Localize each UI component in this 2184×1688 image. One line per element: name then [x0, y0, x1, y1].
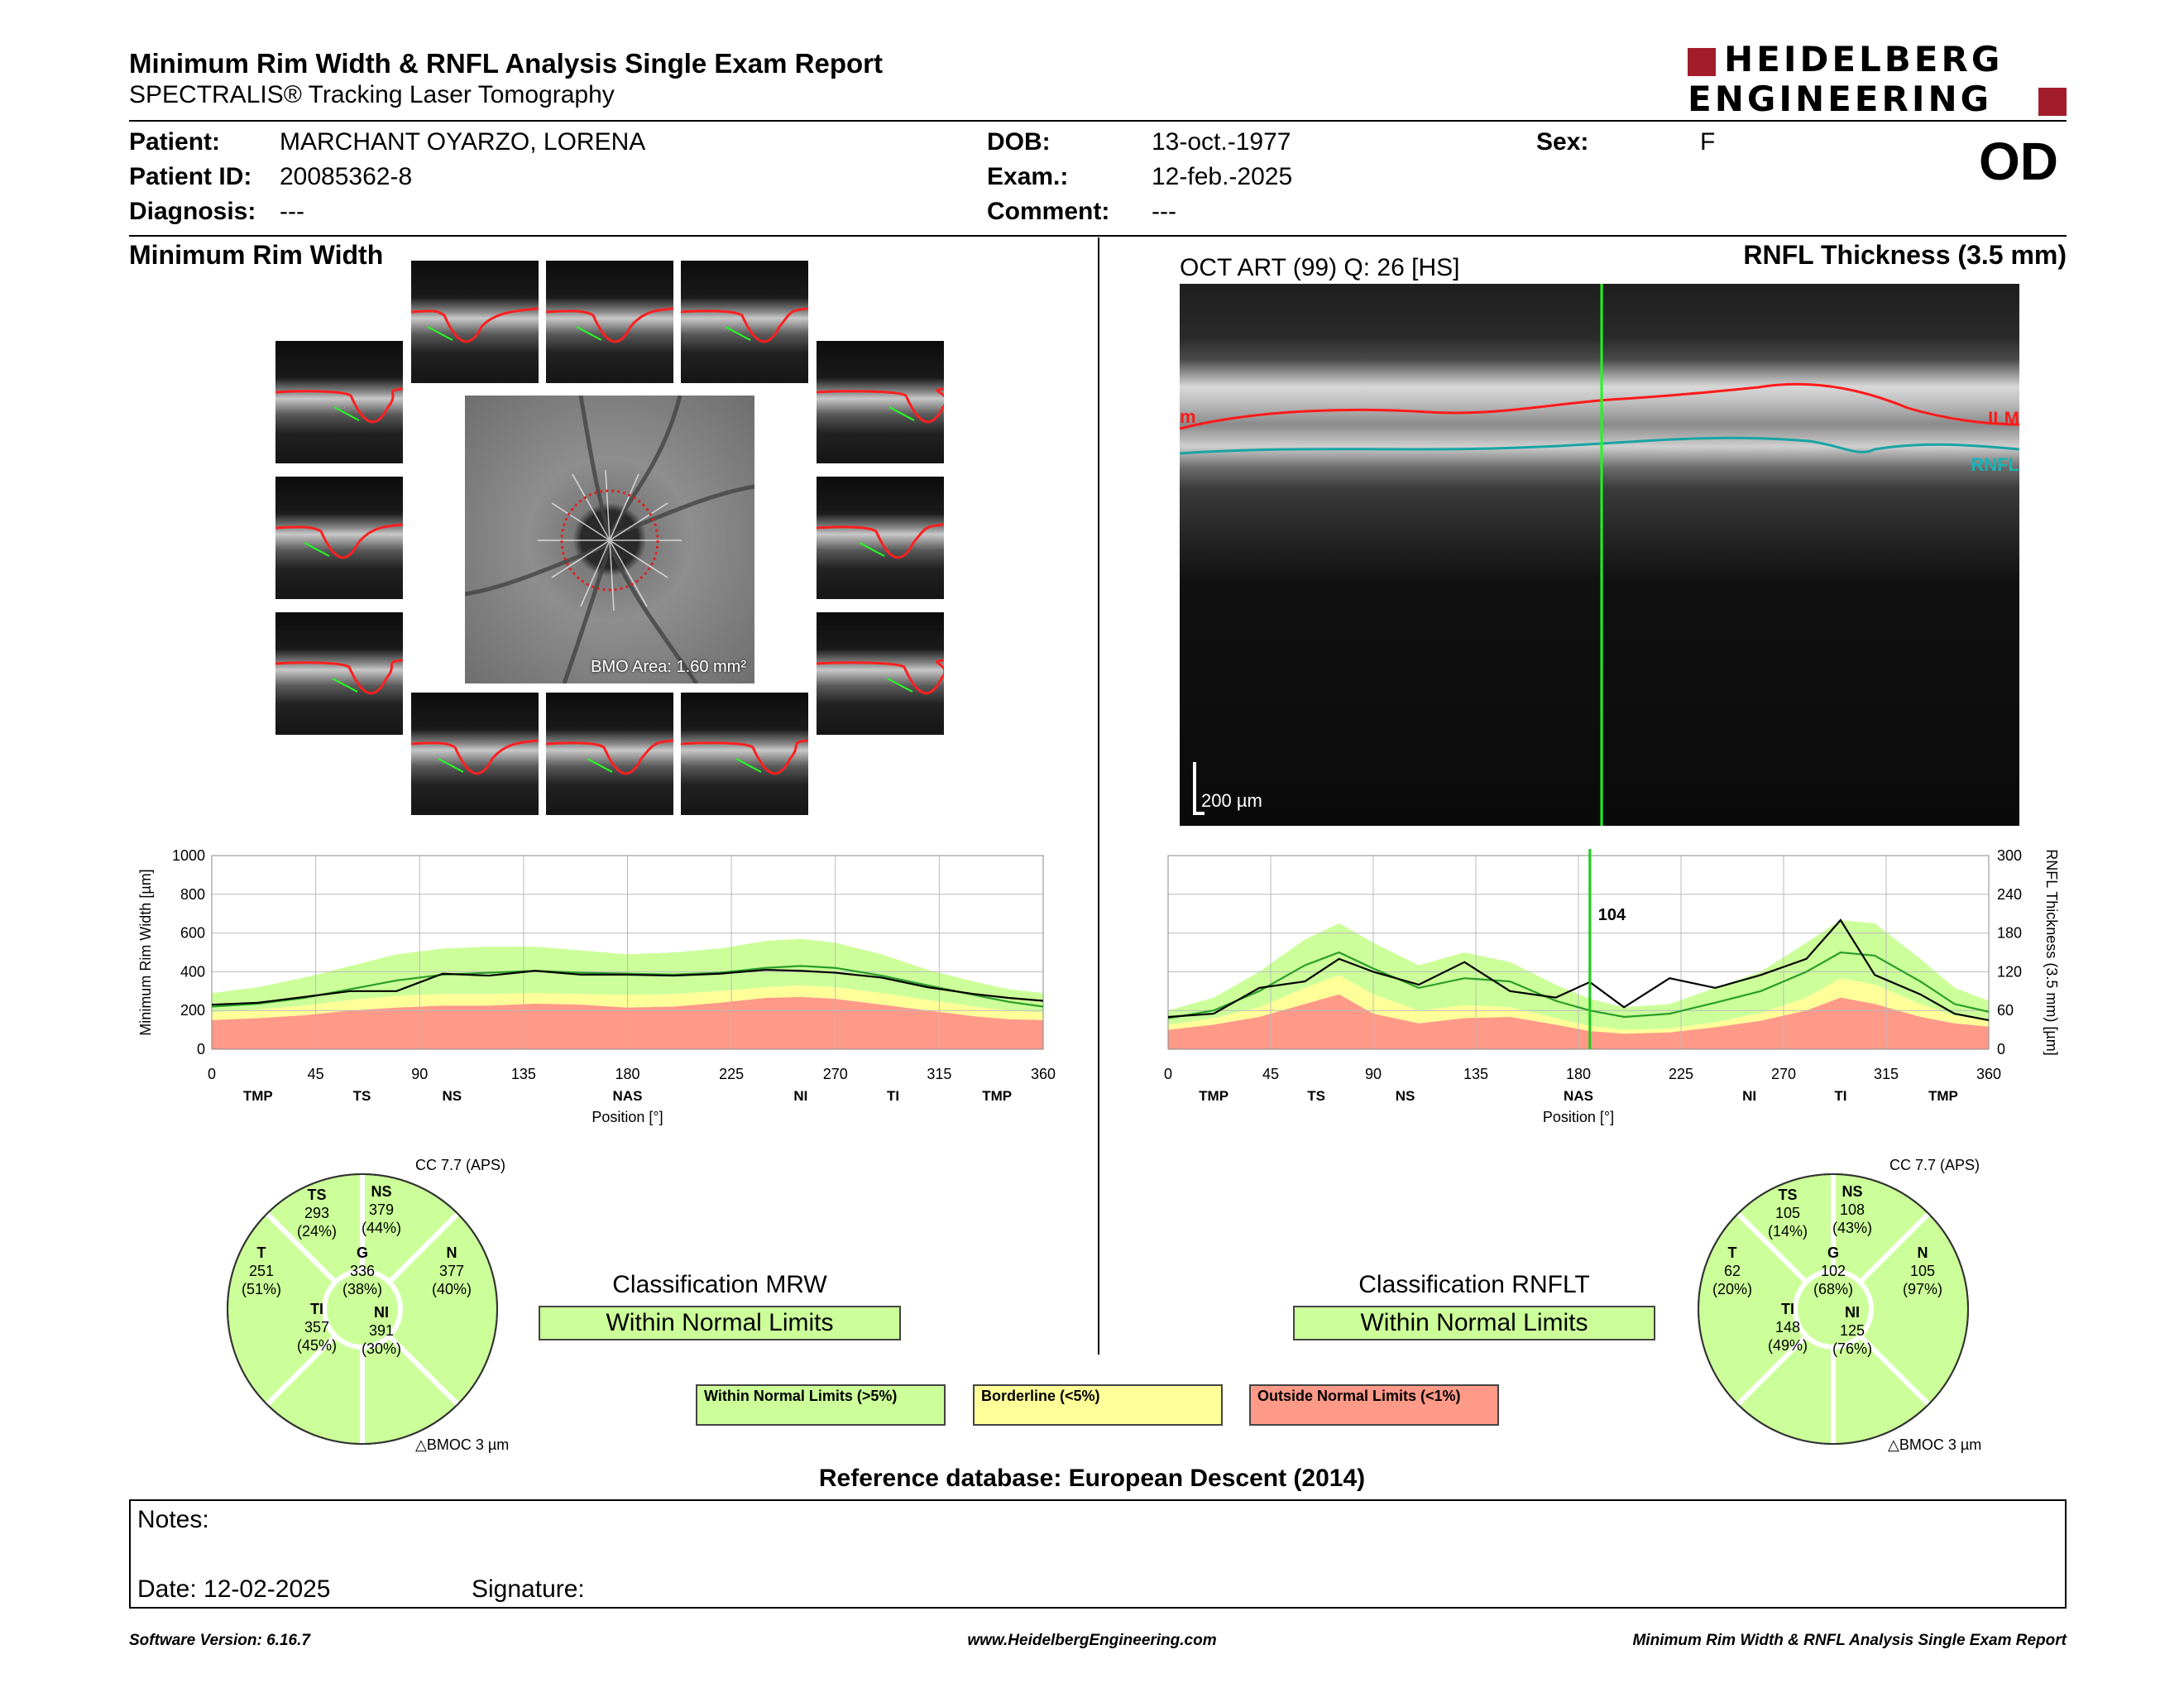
sector-value: 148: [1774, 1319, 1801, 1336]
sector-value: 377: [438, 1263, 465, 1279]
x-tick-label: 135: [1463, 1066, 1489, 1082]
sector-value: 62: [1723, 1263, 1741, 1279]
exam-label: Exam.:: [987, 163, 1069, 190]
sector-percentile: (38%): [342, 1281, 383, 1297]
sector-axis-label: NS: [442, 1088, 462, 1104]
y-tick-label: 1000: [171, 847, 205, 864]
sector-label: TI: [1781, 1301, 1794, 1317]
x-tick-label: 180: [1565, 1066, 1592, 1082]
y-tick-label: 60: [1997, 1002, 2014, 1019]
report-subtitle: SPECTRALIS® Tracking Laser Tomography: [129, 81, 615, 108]
x-tick-label: 90: [411, 1066, 429, 1082]
header-divider: [129, 120, 2067, 122]
sector-label: N: [446, 1244, 457, 1261]
sector-value: 251: [248, 1263, 275, 1279]
sector-axis-label: TMP: [1199, 1088, 1229, 1104]
oct-title: OCT ART (99) Q: 26 [HS]: [1180, 254, 1460, 281]
rnfl-chart: [1150, 844, 2093, 1142]
sector-value: 336: [349, 1263, 376, 1279]
sector-value: 105: [1774, 1205, 1801, 1221]
y-tick-label: 300: [1997, 847, 2023, 864]
sector-axis-label: TMP: [982, 1088, 1013, 1104]
y-tick-label: 800: [180, 885, 205, 903]
rnfl-sector-chart: [1693, 1168, 1974, 1450]
x-tick-label: 135: [510, 1066, 536, 1082]
x-tick-label: 315: [1873, 1066, 1899, 1082]
sector-label: TI: [310, 1301, 323, 1317]
sector-value: 102: [1820, 1263, 1846, 1279]
sex-label: Sex:: [1536, 128, 1589, 156]
sector-percentile: (68%): [1813, 1281, 1854, 1297]
ilm-label: ILM: [1988, 408, 2019, 429]
footer-website[interactable]: www.HeidelbergEngineering.com: [967, 1632, 1217, 1649]
sector-axis-label: TS: [1307, 1088, 1325, 1104]
y-tick-label: 400: [180, 963, 205, 981]
x-tick-label: 270: [1770, 1066, 1797, 1082]
sector-label: G: [1827, 1244, 1840, 1261]
sector-value: 391: [368, 1322, 395, 1339]
sector-label: NI: [1845, 1304, 1860, 1321]
rnfl-cc-label: CC 7.7 (APS): [1889, 1157, 1980, 1173]
x-tick-label: 270: [822, 1066, 848, 1082]
legend-outside: Outside Normal Limits (<1%): [1249, 1384, 1499, 1426]
x-tick-label: 225: [719, 1066, 745, 1082]
rnfl-classification-result: Within Normal Limits: [1293, 1306, 1655, 1340]
logo-line-2: ENGINEERING: [1688, 79, 1993, 119]
company-logo: [1688, 39, 2068, 119]
sector-percentile: (97%): [1902, 1281, 1943, 1297]
sector-axis-label: TI: [886, 1088, 900, 1104]
sector-value: 293: [304, 1205, 330, 1221]
mrw-bscan-thumbnail: [681, 693, 808, 815]
center-divider: [1098, 237, 1099, 1355]
dob-label: DOB:: [987, 128, 1051, 156]
sector-value: 105: [1909, 1263, 1936, 1279]
mrw-bscan-thumbnail: [546, 261, 673, 383]
diagnosis-label: Diagnosis:: [129, 198, 256, 225]
fundus-image: [465, 396, 754, 683]
notes-box[interactable]: [129, 1499, 2067, 1609]
fundus-overlay: [465, 396, 754, 683]
sector-value: 357: [304, 1319, 330, 1336]
delta-icon: △: [1888, 1436, 1899, 1453]
sector-percentile: (20%): [1712, 1281, 1753, 1297]
sector-percentile: (24%): [296, 1223, 338, 1240]
oct-overlay: [1180, 284, 2019, 826]
rnfl-classification-title: Classification RNFLT: [1358, 1271, 1590, 1298]
x-tick-label: 0: [207, 1066, 217, 1082]
sex: F: [1700, 128, 1716, 156]
sector-axis-label: NI: [793, 1088, 808, 1104]
bmo-area-label: BMO Area: 1.60 mm²: [591, 658, 746, 676]
notes-date: Date: 12-02-2025: [137, 1575, 331, 1603]
x-axis-title: Position [°]: [592, 1109, 663, 1125]
mrw-bmoc-label: BMOC 3 µm: [426, 1436, 510, 1453]
sector-axis-label: TMP: [242, 1088, 273, 1104]
patient-id-label: Patient ID:: [129, 163, 252, 190]
sector-label: NS: [371, 1183, 392, 1200]
sector-axis-label: NAS: [612, 1088, 643, 1104]
comment: ---: [1152, 198, 1176, 225]
patient-id: 20085362-8: [280, 163, 413, 190]
sector-label: TS: [1778, 1187, 1798, 1203]
x-tick-label: 90: [1364, 1066, 1382, 1082]
sector-label: T: [256, 1244, 266, 1261]
reference-database: Reference database: European Descent (2014): [818, 1465, 1366, 1492]
sector-axis-label: TS: [352, 1088, 371, 1104]
x-tick-label: 45: [1262, 1066, 1280, 1082]
oct-scan-image: [1180, 284, 2019, 826]
marker-value-label: 104: [1597, 906, 1626, 924]
patient-name-label: Patient:: [129, 128, 221, 156]
mrw-cc-label: CC 7.7 (APS): [415, 1157, 506, 1173]
y-tick-label: 180: [1997, 924, 2023, 942]
sector-label: G: [356, 1244, 369, 1261]
mrw-bscan-thumbnail: [411, 693, 539, 815]
y-tick-label: 600: [180, 924, 205, 942]
logo-square-top: [1688, 48, 1716, 76]
sector-percentile: (49%): [1767, 1337, 1808, 1354]
sector-label: N: [1917, 1244, 1928, 1261]
y-tick-label: 0: [196, 1041, 205, 1057]
notes-label: Notes:: [137, 1506, 209, 1533]
sector-value: 108: [1839, 1201, 1866, 1218]
x-axis-title: Position [°]: [1542, 1109, 1615, 1125]
footer-software-version: Software Version: 6.16.7: [129, 1632, 310, 1649]
x-tick-label: 360: [1976, 1066, 2002, 1082]
sector-label: T: [1727, 1244, 1737, 1261]
y-axis-title: RNFL Thickness (3.5 mm) [µm]: [2043, 849, 2060, 1056]
x-tick-label: 225: [1668, 1066, 1694, 1082]
x-tick-label: 180: [615, 1066, 640, 1082]
y-axis-title: Minimum Rim Width [µm]: [137, 869, 154, 1036]
sector-label: NS: [1842, 1183, 1863, 1200]
sector-percentile: (51%): [241, 1281, 282, 1297]
sector-axis-label: NS: [1395, 1088, 1415, 1104]
ilm-label-left: m: [1180, 406, 1196, 427]
mrw-bscan-thumbnail: [681, 261, 808, 383]
report-title: Minimum Rim Width & RNFL Analysis Single Exam Report: [129, 48, 883, 79]
sector-value: 125: [1839, 1322, 1866, 1339]
comment-label: Comment:: [987, 198, 1110, 225]
legend-borderline: Borderline (<5%): [973, 1384, 1223, 1426]
mrw-bscan-thumbnail: [411, 261, 539, 383]
mrw-sector-chart: [222, 1168, 503, 1450]
mrw-classification-title: Classification MRW: [612, 1271, 827, 1298]
mrw-bscan-thumbnail: [817, 612, 944, 735]
sector-value: 379: [368, 1201, 395, 1218]
mrw-bscan-thumbnail: [275, 477, 403, 599]
legend-normal: Within Normal Limits (>5%): [696, 1384, 946, 1426]
sector-axis-label: NAS: [1564, 1088, 1593, 1104]
delta-icon: △: [415, 1436, 427, 1453]
mrw-bmoc: [415, 1436, 509, 1454]
mrw-bscan-thumbnail: [817, 477, 944, 599]
sector-percentile: (76%): [1832, 1340, 1873, 1357]
footer-report-name: Minimum Rim Width & RNFL Analysis Single Exam Report: [1632, 1632, 2067, 1649]
sector-label: NI: [374, 1304, 389, 1321]
sector-percentile: (45%): [296, 1337, 338, 1354]
scale-bar-label: 200 µm: [1201, 790, 1262, 811]
dob: 13-oct.-1977: [1152, 128, 1291, 156]
y-tick-label: 0: [1997, 1041, 2006, 1057]
patient-divider: [129, 235, 2067, 237]
x-tick-label: 45: [307, 1066, 324, 1082]
mrw-bscan-thumbnail: [275, 612, 403, 735]
sector-axis-label: TMP: [1928, 1088, 1958, 1104]
y-tick-label: 200: [180, 1002, 205, 1019]
rnfl-layer-label: RNFL: [1971, 454, 2019, 475]
mrw-bscan-thumbnail: [546, 693, 673, 815]
sector-percentile: (30%): [361, 1340, 402, 1357]
notes-signature: Signature:: [472, 1575, 585, 1603]
mrw-bscan-thumbnail: [275, 341, 403, 463]
sector-percentile: (40%): [431, 1281, 472, 1297]
mrw-section-title: Minimum Rim Width: [129, 240, 384, 270]
y-tick-label: 120: [1997, 963, 2023, 981]
mrw-classification-result: Within Normal Limits: [539, 1306, 901, 1340]
mrw-bscan-thumbnail: [817, 341, 944, 463]
exam-date: 12-feb.-2025: [1152, 163, 1293, 190]
x-tick-label: 0: [1163, 1066, 1173, 1082]
sector-axis-label: TI: [1834, 1088, 1847, 1104]
sector-percentile: (43%): [1832, 1220, 1873, 1236]
patient-name: MARCHANT OYARZO, LORENA: [280, 128, 646, 156]
rnfl-bmoc: [1888, 1436, 1981, 1454]
mrw-chart: [132, 844, 1075, 1142]
x-tick-label: 315: [927, 1066, 952, 1082]
y-tick-label: 240: [1997, 885, 2023, 903]
logo-square-bottom: [2038, 88, 2067, 116]
sector-label: TS: [307, 1187, 327, 1203]
logo-line-1: HEIDELBERG: [1724, 39, 2004, 79]
sector-axis-label: NI: [1742, 1088, 1757, 1104]
rnfl-section-title: RNFL Thickness (3.5 mm): [1743, 240, 2067, 270]
diagnosis: ---: [280, 198, 304, 225]
rnfl-bmoc-label: BMOC 3 µm: [1899, 1436, 1982, 1453]
eye-indicator: OD: [1979, 132, 2058, 191]
x-tick-label: 360: [1030, 1066, 1056, 1082]
sector-percentile: (14%): [1767, 1223, 1808, 1240]
sector-percentile: (44%): [361, 1220, 402, 1236]
